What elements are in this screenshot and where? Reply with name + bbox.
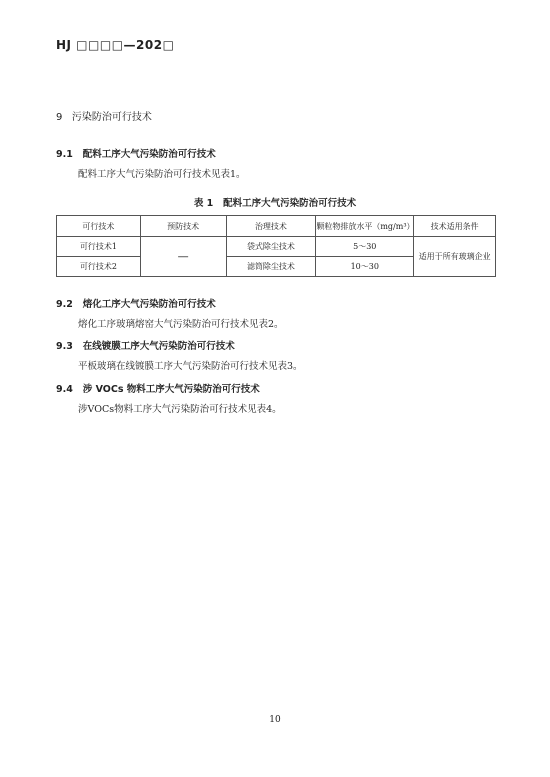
table-header-cell: 可行技术 xyxy=(57,216,141,237)
section-9-3-number: 9.3 xyxy=(56,341,73,352)
section-9-2-body: 熔化工序玻璃熔窑大气污染防治可行技术见表2。 xyxy=(78,319,284,330)
page-number: 10 xyxy=(269,715,281,725)
section-9-4-number: 9.4 xyxy=(56,384,73,395)
section-9-3-title: 在线镀膜工序大气污染防治可行技术 xyxy=(82,341,235,352)
section-9-2-heading xyxy=(56,296,216,310)
section-9-title: 污染防治可行技术 xyxy=(71,112,152,123)
table-row xyxy=(57,237,496,257)
section-9-4-heading xyxy=(56,381,260,395)
technology-table xyxy=(56,215,496,277)
table-cell-prevention: — xyxy=(140,237,226,277)
table-cell: 可行技术2 xyxy=(57,257,141,277)
section-9-1-heading xyxy=(56,146,216,160)
section-9-1-body: 配料工序大气污染防治可行技术见表1。 xyxy=(78,169,246,180)
table-cell: 5～30 xyxy=(316,237,414,257)
section-9-2-title: 熔化工序大气污染防治可行技术 xyxy=(82,299,216,310)
section-9-4-title: 涉 VOCs 物料工序大气污染防治可行技术 xyxy=(82,384,260,395)
table-cell: 袋式除尘技术 xyxy=(226,237,316,257)
table-header-cell: 技术适用条件 xyxy=(414,216,496,237)
section-9-1-number: 9.1 xyxy=(56,149,73,160)
table-caption xyxy=(0,195,550,209)
document-header: HJ □□□□—202□ xyxy=(56,38,175,52)
section-9-number: 9 xyxy=(56,112,63,123)
section-9-heading xyxy=(56,108,152,123)
table-cell-condition: 适用于所有玻璃企业 xyxy=(414,237,496,277)
table-cell: 滤筒除尘技术 xyxy=(226,257,316,277)
table-header-cell: 颗粒物排放水平（mg/m³） xyxy=(316,216,414,237)
table-caption-title: 配料工序大气污染防治可行技术 xyxy=(223,198,357,209)
section-9-4-body: 涉VOCs物料工序大气污染防治可行技术见表4。 xyxy=(78,404,282,415)
section-9-3-heading xyxy=(56,338,235,352)
table-header-cell: 治理技术 xyxy=(226,216,316,237)
table-header-row xyxy=(57,216,496,237)
table-cell: 10～30 xyxy=(316,257,414,277)
table-header-cell: 预防技术 xyxy=(140,216,226,237)
section-9-3-body: 平板玻璃在线镀膜工序大气污染防治可行技术见表3。 xyxy=(78,361,303,372)
table-cell: 可行技术1 xyxy=(57,237,141,257)
table-caption-number: 表 1 xyxy=(193,198,214,209)
section-9-1-title: 配料工序大气污染防治可行技术 xyxy=(82,149,216,160)
section-9-2-number: 9.2 xyxy=(56,299,73,310)
